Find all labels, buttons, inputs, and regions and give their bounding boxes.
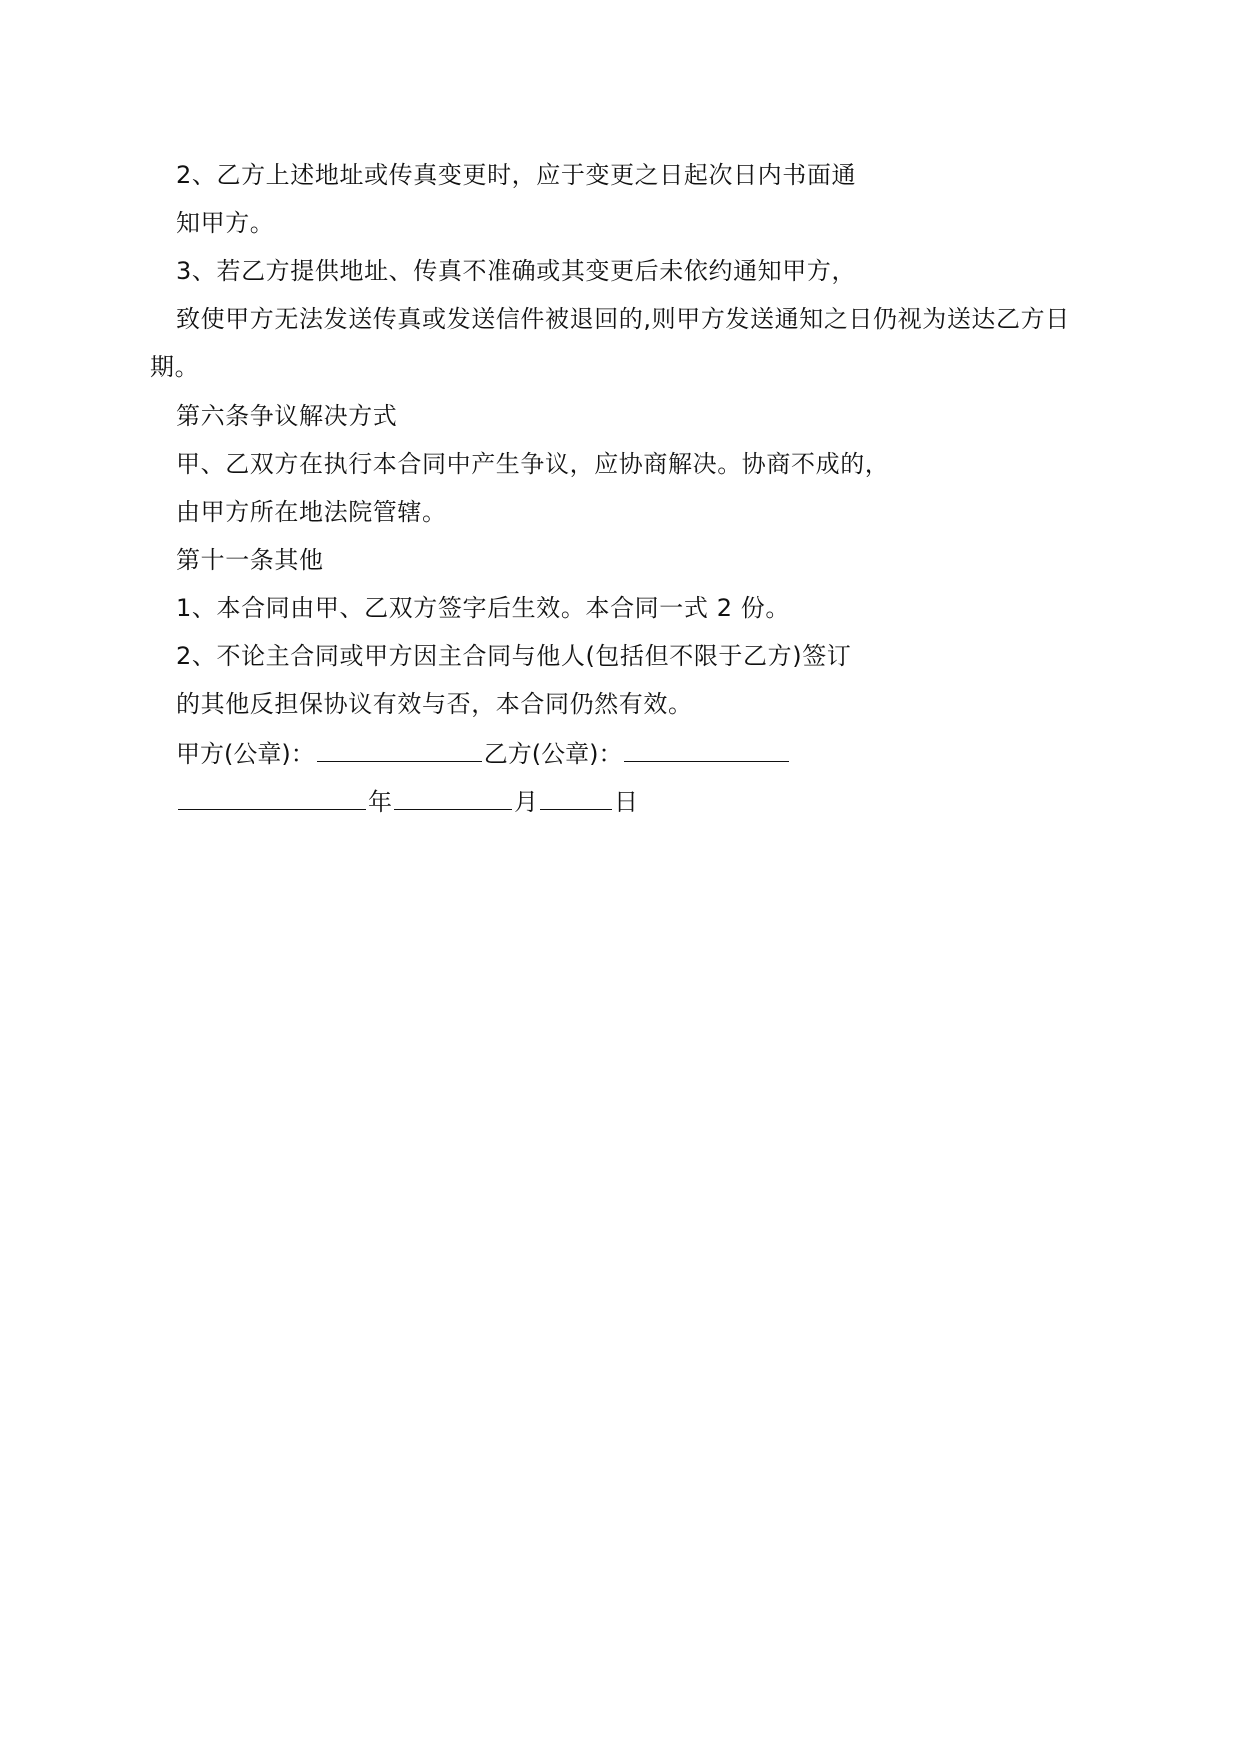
paragraph-effective: 1、本合同由甲、乙双方签字后生效。本合同一式 2 份。 bbox=[176, 594, 790, 622]
month-label: 月 bbox=[514, 788, 538, 816]
party-b-signature-blank[interactable] bbox=[624, 737, 789, 762]
paragraph-dispute-cont: 由甲方所在地法院管辖。 bbox=[176, 498, 447, 526]
paragraph-dispute: 甲、乙双方在执行本合同中产生争议，应协商解决。协商不成的， bbox=[176, 450, 890, 478]
section-heading-other: 第十一条其他 bbox=[176, 546, 324, 574]
paragraph-inaccurate-address-end: 期。 bbox=[150, 353, 200, 381]
month-blank[interactable] bbox=[394, 785, 512, 810]
day-label: 日 bbox=[614, 788, 638, 816]
paragraph-validity: 2、不论主合同或甲方因主合同与他人(包括但不限于乙方)签订 bbox=[176, 642, 852, 670]
signature-date-line bbox=[176, 785, 638, 817]
paragraph-address-change: 2、乙方上述地址或传真变更时，应于变更之日起次日内书面通 bbox=[176, 161, 857, 189]
party-a-signature-blank[interactable] bbox=[317, 737, 482, 762]
signature-parties-line bbox=[176, 737, 791, 769]
day-blank[interactable] bbox=[540, 785, 612, 810]
section-heading-dispute: 第六条争议解决方式 bbox=[176, 402, 398, 430]
year-label: 年 bbox=[368, 788, 392, 816]
year-blank[interactable] bbox=[178, 785, 366, 810]
paragraph-address-change-cont: 知甲方。 bbox=[176, 209, 275, 237]
party-b-label: 乙方(公章)： bbox=[483, 740, 623, 768]
paragraph-inaccurate-address-cont: 致使甲方无法发送传真或发送信件被退回的,则甲方发送通知之日仍视为送达乙方日 bbox=[176, 305, 1070, 333]
party-a-label: 甲方(公章)： bbox=[176, 740, 315, 768]
paragraph-inaccurate-address: 3、若乙方提供地址、传真不准确或其变更后未依约通知甲方， bbox=[176, 257, 857, 285]
paragraph-validity-cont: 的其他反担保协议有效与否，本合同仍然有效。 bbox=[176, 690, 693, 718]
